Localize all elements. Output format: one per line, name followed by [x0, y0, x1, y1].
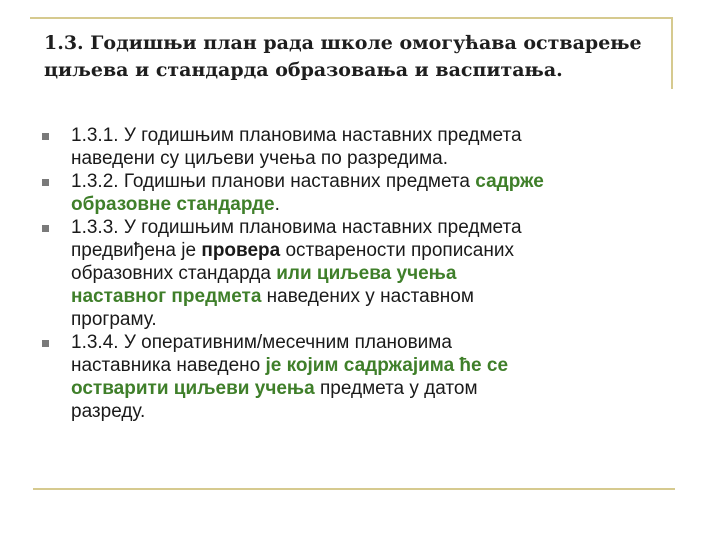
bold-text: провера [201, 240, 281, 261]
frame-bottom-rule [33, 488, 675, 490]
bullet-item [42, 331, 662, 423]
bullet-text: образовних стандарда [71, 263, 277, 284]
bullet-text: 1.3.2. Годишњи планови наставних предмета [71, 171, 476, 192]
emphasis-text: или циљева учења [276, 263, 457, 284]
bullet-item [42, 124, 662, 170]
slide-title-line: 1.3. Годишњи план рада школе омогућава остварење [44, 32, 642, 54]
frame-top-rule [30, 17, 672, 19]
bullet-text: остварености прописаних [280, 240, 514, 261]
bullet-item [42, 170, 662, 216]
bullet-line [71, 400, 662, 423]
bullet-line [71, 124, 662, 147]
emphasis-text: наставног предмета [71, 286, 262, 307]
bullet-text: наставника наведено [71, 355, 266, 376]
bullet-list [42, 124, 662, 423]
bullet-text: разреду. [71, 401, 146, 422]
emphasis-text: образовне стандарде [71, 194, 275, 215]
bullet-text: 1.3.3. У годишњим плановима наставних предмета [71, 217, 522, 238]
bullet-line [71, 308, 662, 331]
bullet-text: наведених у наставном [261, 286, 474, 307]
emphasis-text: садрже [475, 171, 544, 192]
slide-title [44, 30, 654, 84]
bullet-text: 1.3.1. У годишњим плановима наставних предмета [71, 125, 522, 146]
bullet-text: 1.3.4. У оперативним/месечним плановима [71, 332, 452, 353]
bullet-text: предвиђена је [71, 240, 202, 261]
square-bullet-icon [42, 225, 49, 232]
bullet-line [71, 331, 662, 354]
emphasis-text: је којим садржајима ће се [265, 355, 509, 376]
bullet-text: програму. [71, 309, 157, 330]
slide-title-line: циљева и стандарда образовања и васпитања. [44, 59, 563, 81]
bullet-text: наведени су циљеви учења по разредима. [71, 148, 449, 169]
bullet-text: предмета у датом [314, 378, 478, 399]
bullet-text: . [274, 194, 280, 215]
bullet-line [71, 285, 662, 308]
emphasis-text: остварити циљеви учења [71, 378, 315, 399]
bullet-line [71, 262, 662, 285]
bullet-item [42, 216, 662, 331]
bullet-line [71, 216, 662, 239]
bullet-line [71, 170, 662, 193]
bullet-line [71, 239, 662, 262]
bullet-line [71, 377, 662, 400]
square-bullet-icon [42, 340, 49, 347]
bullet-line [71, 147, 662, 170]
square-bullet-icon [42, 179, 49, 186]
frame-right-rule [671, 17, 673, 89]
bullet-line [71, 193, 662, 216]
square-bullet-icon [42, 133, 49, 140]
bullet-line [71, 354, 662, 377]
